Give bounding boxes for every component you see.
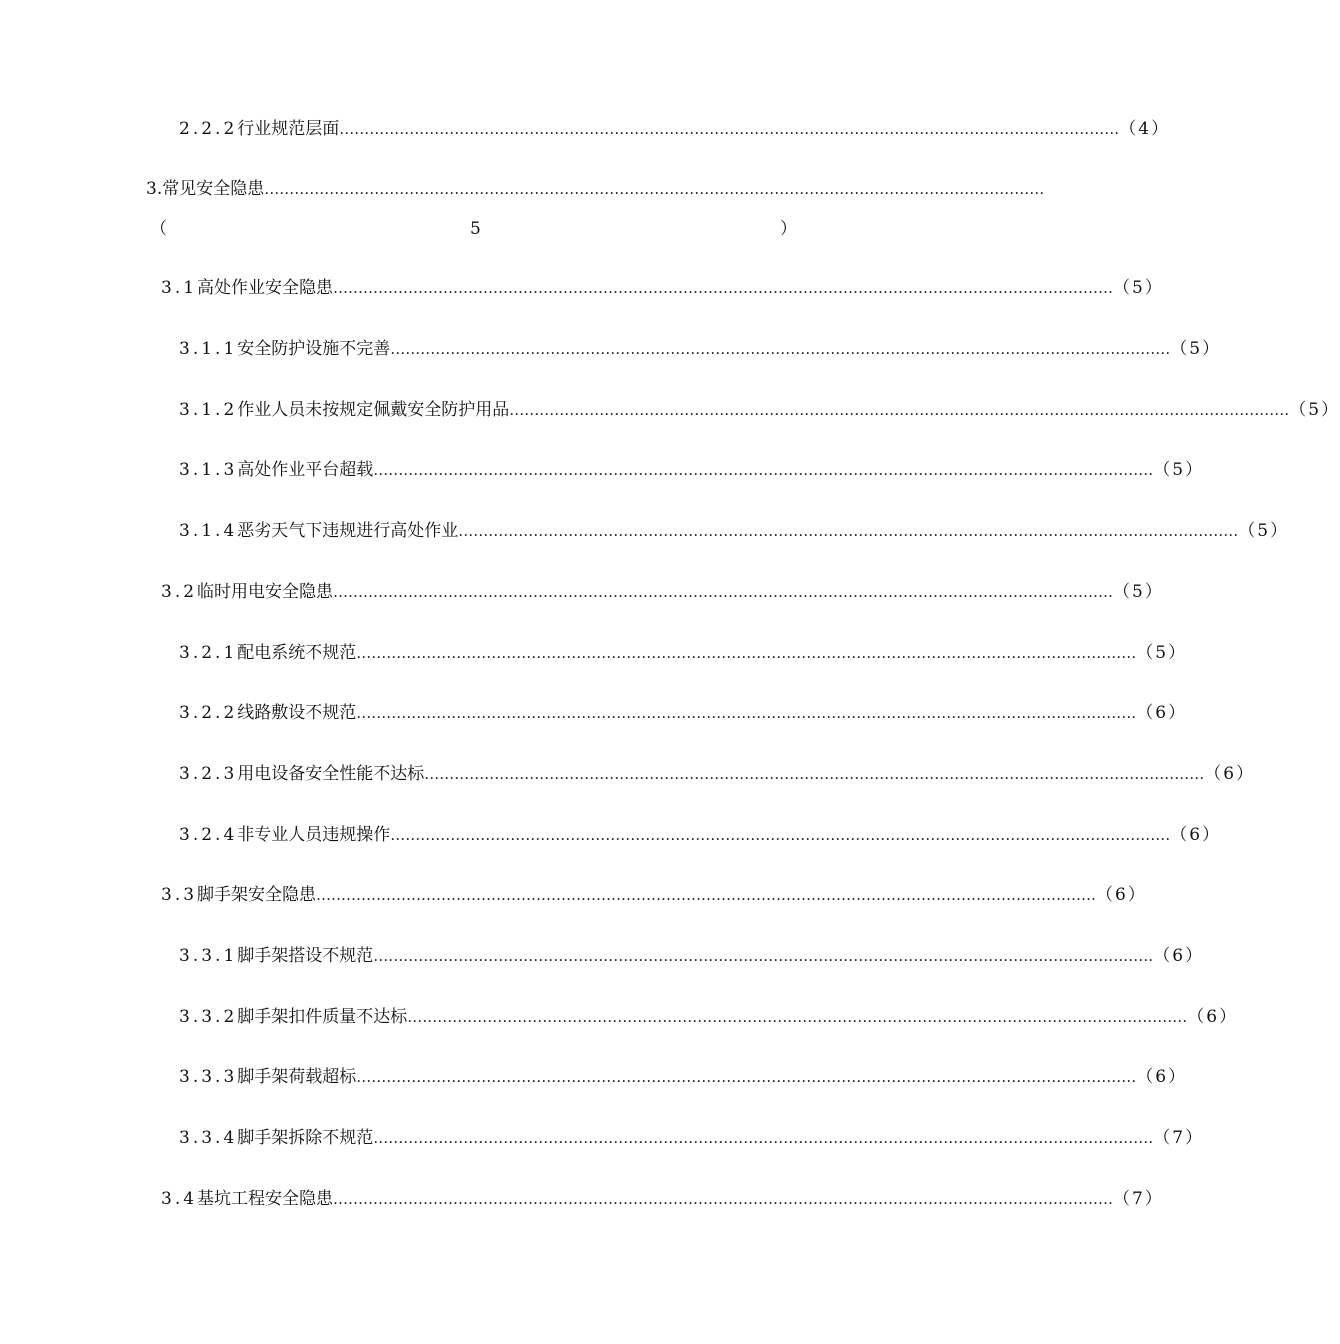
toc-entry-number: 3.2 bbox=[161, 582, 198, 602]
toc-entry-number: 3.2.2 bbox=[179, 703, 238, 723]
toc-entry-number: 3. bbox=[146, 179, 163, 199]
toc-entry-number: 3.3 bbox=[161, 885, 198, 905]
toc-entry-number: 3.3.2 bbox=[179, 1007, 238, 1027]
toc-entry-page: （7） bbox=[1153, 1128, 1205, 1148]
toc-entry-page: （6） bbox=[1096, 885, 1147, 905]
toc-entry-number: 3.3.3 bbox=[179, 1067, 238, 1087]
toc-entry-number: 3.1.4 bbox=[179, 521, 238, 541]
toc-leader-dots: ………………………………………………………………………………………………………………………………………… bbox=[390, 340, 1171, 358]
toc-entry-page: （5） bbox=[1153, 460, 1205, 480]
toc-entry-page: （5） bbox=[1289, 400, 1340, 420]
toc-entry-title: 安全防护设施不完善 bbox=[237, 339, 391, 359]
toc-entry-page: （6） bbox=[1187, 1007, 1239, 1027]
toc-entry-title: 线路敷设不规范 bbox=[237, 703, 357, 723]
toc-entry-title: 常见安全隐患 bbox=[162, 179, 265, 199]
toc-entry-3-1-4[interactable] bbox=[179, 518, 1290, 544]
toc-entry-page: （6） bbox=[1204, 764, 1256, 784]
toc-wrapped-page-close: ） bbox=[780, 219, 797, 239]
toc-entry-3-1-1[interactable] bbox=[179, 336, 1222, 362]
toc-entry-number: 3.2.1 bbox=[179, 643, 238, 663]
toc-entry-page: （7） bbox=[1113, 1189, 1164, 1209]
toc-entry-number: 3.2.4 bbox=[179, 825, 238, 845]
toc-entry-number: 3.3.1 bbox=[179, 946, 238, 966]
toc-entry-page: （5） bbox=[1238, 521, 1290, 541]
toc-entry-title: 恶劣天气下违规进行高处作业 bbox=[237, 521, 459, 541]
toc-entry-title: 非专业人员违规操作 bbox=[237, 825, 391, 845]
toc-leader-dots: ………………………………………………………………………………………………………………………………………… bbox=[264, 180, 1045, 198]
toc-entry-3-2-4[interactable] bbox=[179, 822, 1222, 848]
toc-wrapped-page-open: （ bbox=[150, 219, 167, 239]
toc-entry-number: 3.1 bbox=[161, 278, 198, 298]
toc-entry-3-1[interactable] bbox=[161, 275, 1164, 301]
toc-leader-dots: ………………………………………………………………………………………………………………………………………… bbox=[407, 1008, 1188, 1026]
toc-entry-title: 基坑工程安全隐患 bbox=[197, 1189, 334, 1209]
toc-leader-dots: ………………………………………………………………………………………………………………………………………… bbox=[356, 704, 1137, 722]
toc-entry-page: （5） bbox=[1113, 278, 1164, 298]
toc-entry-page: （5） bbox=[1113, 582, 1164, 602]
toc-entry-page: （6） bbox=[1136, 1067, 1188, 1087]
toc-leader-dots: ………………………………………………………………………………………………………………………………………… bbox=[356, 1068, 1137, 1086]
toc-entry-3-2-1[interactable] bbox=[179, 640, 1188, 666]
toc-leader-dots: ………………………………………………………………………………………………………………………………………… bbox=[333, 1190, 1114, 1208]
toc-entry-number: 2.2.2 bbox=[179, 119, 238, 139]
toc-entry-3-2-2[interactable] bbox=[179, 700, 1188, 726]
toc-leader-dots: ………………………………………………………………………………………………………………………………………… bbox=[373, 461, 1154, 479]
toc-leader-dots: ………………………………………………………………………………………………………………………………………… bbox=[333, 279, 1114, 297]
toc-entry-page: （5） bbox=[1170, 339, 1222, 359]
toc-leader-dots: ………………………………………………………………………………………………………………………………………… bbox=[424, 765, 1205, 783]
toc-leader-dots: ………………………………………………………………………………………………………………………………………… bbox=[390, 826, 1171, 844]
toc-leader-dots: ………………………………………………………………………………………………………………………………………… bbox=[509, 401, 1290, 419]
toc-entry-number: 3.1.3 bbox=[179, 460, 238, 480]
toc-entry-number: 3.4 bbox=[161, 1189, 198, 1209]
toc-entry-title: 作业人员未按规定佩戴安全防护用品 bbox=[237, 400, 510, 420]
toc-entry-title: 高处作业安全隐患 bbox=[197, 278, 334, 298]
toc-entry-number: 3.3.4 bbox=[179, 1128, 238, 1148]
toc-entry-3-3[interactable] bbox=[161, 882, 1147, 908]
toc-entry-title: 脚手架安全隐患 bbox=[197, 885, 317, 905]
toc-wrapped-page-number: 5 bbox=[470, 219, 481, 239]
toc-entry-page: （6） bbox=[1153, 946, 1205, 966]
toc-entry-title: 脚手架荷载超标 bbox=[237, 1067, 357, 1087]
toc-entry-title: 脚手架搭设不规范 bbox=[237, 946, 374, 966]
toc-entry-title: 脚手架拆除不规范 bbox=[237, 1128, 374, 1148]
toc-entry-title: 临时用电安全隐患 bbox=[197, 582, 334, 602]
toc-leader-dots: ………………………………………………………………………………………………………………………………………… bbox=[373, 1129, 1154, 1147]
toc-entry-number: 3.1.1 bbox=[179, 339, 238, 359]
toc-entry-page: （5） bbox=[1136, 643, 1188, 663]
toc-leader-dots: ………………………………………………………………………………………………………………………………………… bbox=[316, 886, 1097, 904]
toc-entry-3-2-3[interactable] bbox=[179, 761, 1256, 787]
toc-entry-title: 行业规范层面 bbox=[237, 119, 340, 139]
toc-entry-3[interactable] bbox=[146, 176, 1045, 202]
toc-entry-3-3-2[interactable] bbox=[179, 1004, 1239, 1030]
toc-entry-3-1-2[interactable] bbox=[179, 397, 1340, 423]
toc-entry-title: 配电系统不规范 bbox=[237, 643, 357, 663]
toc-leader-dots: ………………………………………………………………………………………………………………………………………… bbox=[356, 644, 1137, 662]
toc-leader-dots: ………………………………………………………………………………………………………………………………………… bbox=[373, 947, 1154, 965]
toc-entry-3-2[interactable] bbox=[161, 579, 1164, 605]
toc-entry-3-4[interactable] bbox=[161, 1186, 1164, 1212]
toc-leader-dots: ………………………………………………………………………………………………………………………………………… bbox=[333, 583, 1114, 601]
toc-entry-3-3-3[interactable] bbox=[179, 1064, 1188, 1090]
toc-entry-3-1-3[interactable] bbox=[179, 457, 1205, 483]
toc-entry-number: 3.2.3 bbox=[179, 764, 238, 784]
toc-entry-page: （6） bbox=[1136, 703, 1188, 723]
toc-leader-dots: ………………………………………………………………………………………………………………………………………… bbox=[458, 522, 1239, 540]
toc-entry-title: 高处作业平台超载 bbox=[237, 460, 374, 480]
toc-leader-dots: ………………………………………………………………………………………………………………………………………… bbox=[339, 120, 1120, 138]
toc-entry-2-2-2[interactable] bbox=[179, 116, 1171, 142]
toc-entry-title: 用电设备安全性能不达标 bbox=[237, 764, 425, 784]
toc-entry-page: （6） bbox=[1170, 825, 1222, 845]
toc-entry-3-3-1[interactable] bbox=[179, 943, 1205, 969]
toc-entry-3-3-4[interactable] bbox=[179, 1125, 1205, 1151]
toc-entry-title: 脚手架扣件质量不达标 bbox=[237, 1007, 408, 1027]
toc-entry-number: 3.1.2 bbox=[179, 400, 238, 420]
toc-entry-page: （4） bbox=[1119, 119, 1171, 139]
